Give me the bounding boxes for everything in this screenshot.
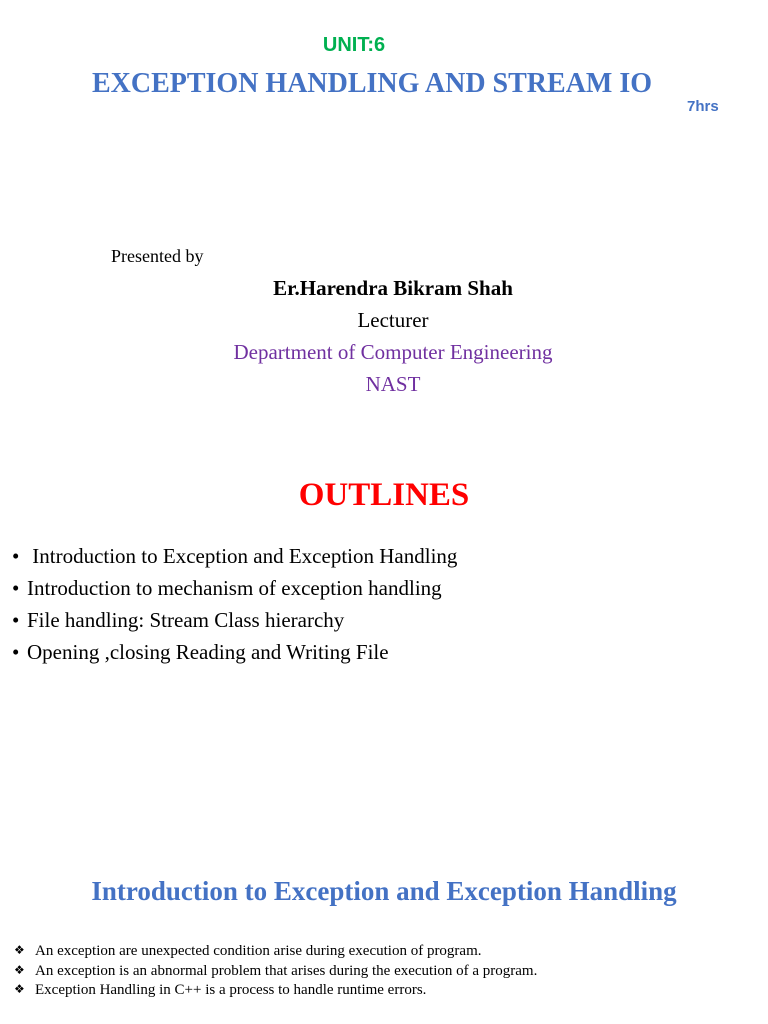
outline-item [12,572,457,604]
outline-item-text: File handling: Stream Class hierarchy [27,608,345,632]
intro-item [14,941,537,961]
section-heading: Introduction to Exception and Exception Handling [91,876,677,906]
diamond-bullet-icon: ❖ [14,943,25,957]
outline-item-text: Introduction to Exception and Exception Handling [27,544,458,568]
bullet-icon: • [12,608,20,632]
page-title: EXCEPTION HANDLING AND STREAM IO [91,68,653,99]
unit-label: UNIT:6 [322,34,386,56]
diamond-bullet-icon: ❖ [14,982,25,996]
presenter-organization: NAST [365,372,421,396]
intro-item-text: An exception is an abnormal problem that arises during the execution of a program. [35,962,538,979]
presenter-role: Lecturer [357,308,429,332]
intro-item [14,961,537,981]
outline-list [12,540,457,668]
intro-item [14,980,537,1000]
outline-item-text: Introduction to mechanism of exception handling [27,576,442,600]
presenter-name: Er.Harendra Bikram Shah [273,276,513,300]
bullet-icon: • [12,640,20,664]
intro-item-text: Exception Handling in C++ is a process to handle runtime errors. [35,982,427,998]
outline-item [12,604,457,636]
bullet-icon: • [12,576,20,600]
intro-list [14,941,537,1000]
outline-item-text: Opening ,closing Reading and Writing File [27,640,389,664]
diamond-bullet-icon: ❖ [14,962,25,977]
intro-item-text: An exception are unexpected condition arise during execution of program. [35,943,482,959]
outline-item [12,636,457,668]
presented-by-label: Presented by [111,246,204,266]
outline-item [12,540,457,572]
bullet-icon: • [12,544,20,568]
presenter-department: Department of Computer Engineering [233,340,553,364]
duration-label: 7hrs [687,98,719,115]
outlines-heading: OUTLINES [298,477,470,513]
